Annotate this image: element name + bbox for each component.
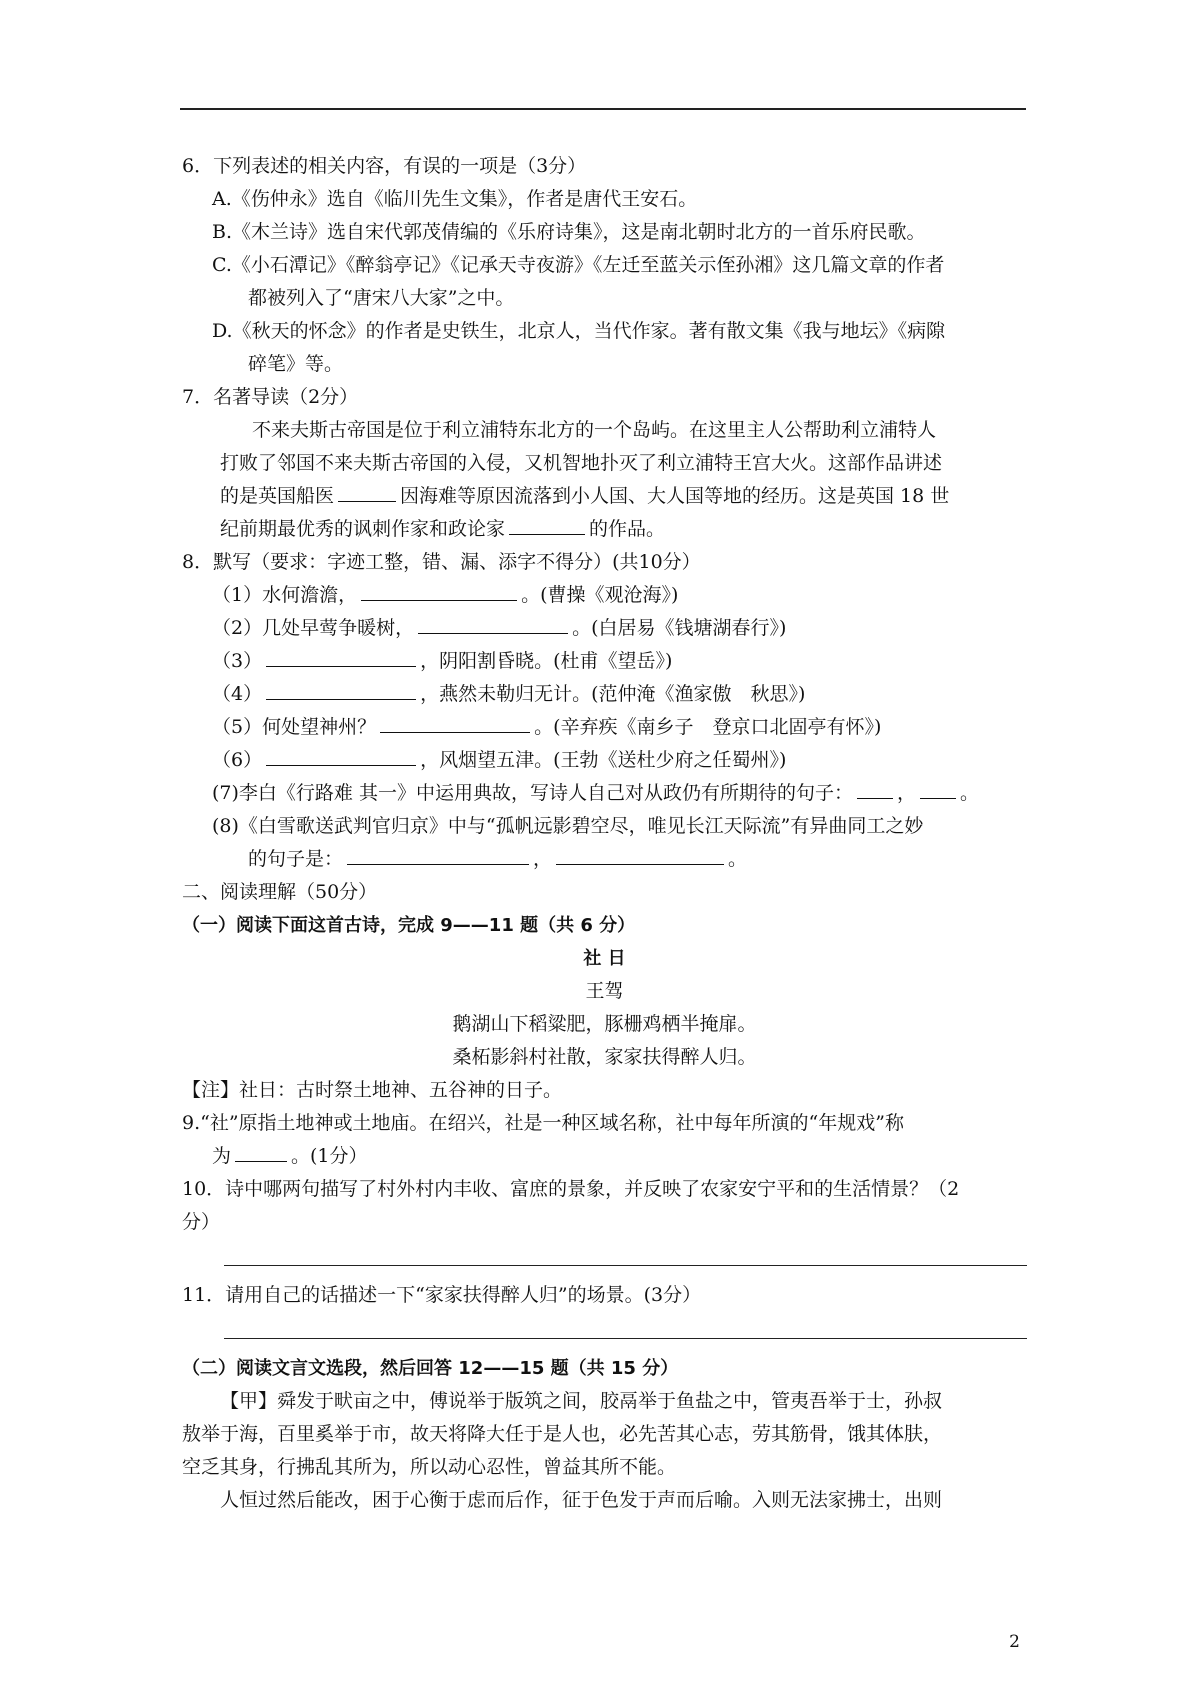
q8-item-text: 。 [728,848,748,870]
q11-answer-line[interactable] [182,1312,1027,1352]
q8-item-text: （2）几处早莺争暖树， [212,617,415,639]
q8-item-text: （1）水何澹澹， [212,584,358,606]
q7-text: 的是英国船医 [220,485,335,507]
page-content [182,150,1027,1517]
poem-line-2: 桑柘影斜村社散，家家扶得醉人归。 [452,1046,757,1068]
q7-blank-doctor[interactable] [338,481,396,502]
q8-blank-6[interactable] [266,745,416,766]
q8-item-text: （5）何处望神州？ [212,716,377,738]
q6-option-c-line2: 都被列入了“唐宋八大家”之中。 [248,287,515,309]
q8-blank-5[interactable] [380,712,530,733]
part2-passage-line1: 【甲】舜发于畎亩之中，傅说举于版筑之间，胶鬲举于鱼盐之中，管夷吾举于士，孙叔 [220,1390,943,1412]
part2-passage-line2: 敖举于海，百里奚举于市，故天将降大任于是人也，必先苦其心志，劳其筋骨，饿其体肤， [182,1423,943,1445]
q6-option-b: B.《木兰诗》选自宋代郭茂倩编的《乐府诗集》，这是南北朝时北方的一首乐府民歌。 [212,221,926,243]
q8-item-8-line2 [182,843,1027,876]
part2-passage-line3: 空乏其身，行拂乱其所为，所以动心忍性，曾益其所不能。 [182,1456,677,1478]
q8-blank-8b[interactable] [556,844,724,865]
part2-passage-line4: 人恒过然后能改，困于心衡于虑而后作，征于色发于声而后喻。入则无法家拂士，出则 [220,1489,943,1511]
q8-blank-3[interactable] [266,646,416,667]
q8-item-text: ， [533,848,553,870]
q6-option-d-line2: 碎笔》等。 [248,353,344,375]
q8-item-source: 。(曹操《观沧海》) [521,584,679,606]
q7-text: 的作品。 [589,518,666,540]
answer-rule [224,1338,1027,1339]
q8-item-7 [182,777,1027,810]
q7-passage-line4 [182,513,1027,546]
q8-item-source: ，阴阳割昏晓。(杜甫《望岳》) [420,650,673,672]
part2-heading: （二）阅读文言文选段，然后回答 12——15 题（共 15 分） [182,1358,679,1379]
header-rule [180,108,1026,110]
q8-stem: 8．默写（要求：字迹工整，错、漏、添字不得分）(共10分） [182,551,701,573]
q10-line2: 分） [182,1211,221,1233]
q8-item-source: 。(白居易《钱塘湖春行》) [572,617,787,639]
q8-item-text: ， [896,782,916,804]
q8-item-8-line1: (8)《白雪歌送武判官归京》中与“孤帆远影碧空尽，唯见长江天际流”有异曲同工之妙 [212,815,924,837]
q7-blank-author[interactable] [509,514,585,535]
q7-text: 纪前期最优秀的讽刺作家和政论家 [220,518,506,540]
poem-line-1: 鹅湖山下稻粱肥，豚栅鸡栖半掩扉。 [452,1013,757,1035]
q8-item-2 [182,612,1027,645]
poem-author: 王驾 [585,980,624,1002]
page-number: 2 [1009,1632,1020,1652]
answer-rule [224,1265,1027,1266]
q8-blank-2[interactable] [418,613,568,634]
q8-item-text: 。 [959,782,979,804]
q6-option-d-line1: D.《秋天的怀念》的作者是史铁生，北京人，当代作家。著有散文集《我与地坛》《病隙 [212,320,946,342]
q6-stem: 6．下列表述的相关内容，有误的一项是（3分） [182,155,587,177]
q8-blank-4[interactable] [266,679,416,700]
section2-title: 二、阅读理解（50分） [182,881,378,903]
q7-passage-line2: 打败了邻国不来夫斯古帝国的入侵，又机智地扑灭了利立浦特王宫大火。这部作品讲述 [220,452,943,474]
q6-option-a: A.《伤仲永》选自《临川先生文集》，作者是唐代王安石。 [212,188,698,210]
q8-item-text: （4） [212,683,263,705]
q8-blank-7a[interactable] [857,778,893,799]
q8-item-4 [182,678,1027,711]
q11-line1: 11．请用自己的话描述一下“家家扶得醉人归”的场景。(3分） [182,1284,702,1306]
q9-line1: 9.“社”原指土地神或土地庙。在绍兴，社是一种区域名称，社中每年所演的“年规戏”称 [182,1112,904,1134]
q9-blank[interactable] [235,1141,287,1162]
q8-blank-7b[interactable] [920,778,956,799]
part1-heading: （一）阅读下面这首古诗，完成 9——11 题（共 6 分） [182,915,636,936]
q8-item-text: (7)李白《行路难 其一》中运用典故，写诗人自己对从政仍有所期待的句子： [212,782,853,804]
q9-line2 [182,1140,1027,1173]
q8-item-text: 的句子是： [248,848,344,870]
q10-answer-line[interactable] [182,1239,1027,1279]
q7-text: 因海难等原因流落到小人国、大人国等地的经历。这是英国 18 世 [400,485,950,507]
q8-item-6 [182,744,1027,777]
q8-item-text: （3） [212,650,263,672]
q7-stem: 7．名著导读（2分） [182,386,359,408]
q8-item-text: （6） [212,749,263,771]
q7-passage-line1: 不来夫斯古帝国是位于利立浦特东北方的一个岛屿。在这里主人公帮助利立浦特人 [252,419,937,441]
q8-item-1 [182,579,1027,612]
q9-text: 。(1分） [291,1145,368,1167]
q8-blank-1[interactable] [361,580,517,601]
q6-option-c-line1: C.《小石潭记》《醉翁亭记》《记承天寺夜游》《左迁至蓝关示侄孙湘》这几篇文章的作者 [212,254,945,276]
q8-item-source: 。(辛弃疾《南乡子 登京口北固亭有怀》) [534,716,882,738]
poem-title: 社 日 [583,948,626,969]
q7-passage-line3 [182,480,1027,513]
q8-item-3 [182,645,1027,678]
q9-text: 为 [212,1145,232,1167]
poem-note: 【注】社日：古时祭土地神、五谷神的日子。 [182,1079,563,1101]
q8-item-source: ，燕然未勒归无计。(范仲淹《渔家傲 秋思》) [420,683,806,705]
q8-blank-8a[interactable] [347,844,529,865]
q8-item-source: ，风烟望五津。(王勃《送杜少府之任蜀州》) [420,749,787,771]
q8-item-5 [182,711,1027,744]
q10-line1: 10．诗中哪两句描写了村外村内丰收、富庶的景象，并反映了农家安宁平和的生活情景？（2 [182,1178,960,1200]
